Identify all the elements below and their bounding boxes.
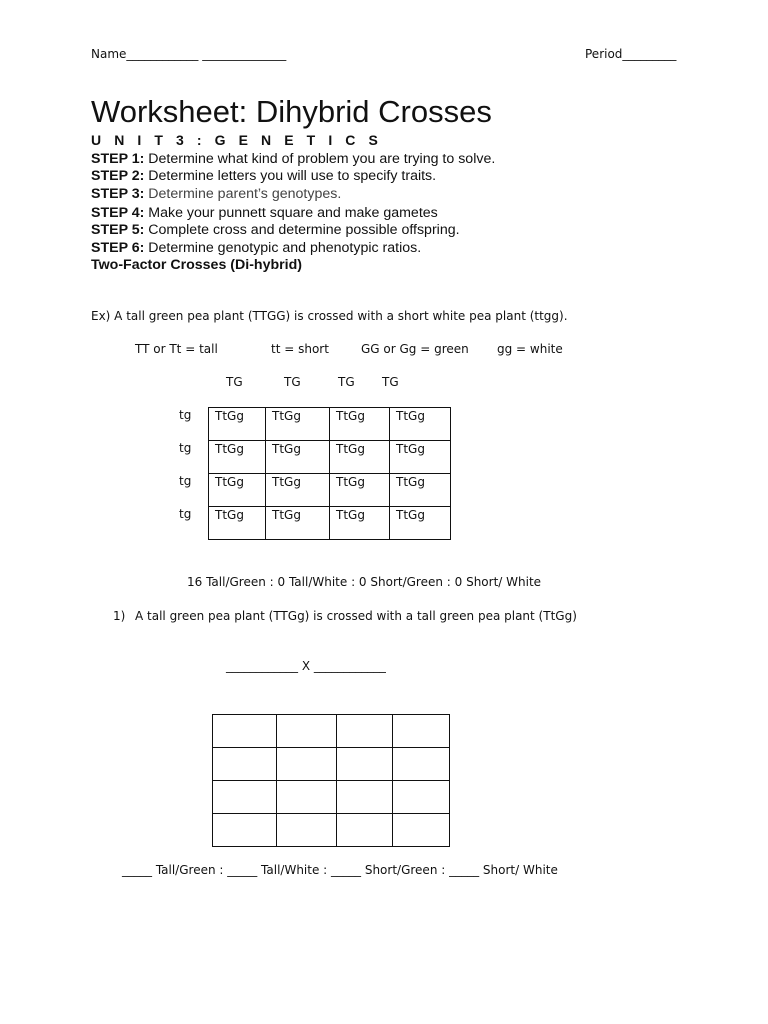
genotype: TtGg — [336, 409, 365, 423]
unit-heading: U N I T 3 : G E N E T I C S — [91, 132, 383, 148]
step-text: Complete cross and determine possible offspring. — [144, 222, 460, 238]
genotype: TtGg — [396, 442, 425, 456]
example-prompt: Ex) A tall green pea plant (TTGG) is crossed with a short white pea plant (ttgg). — [91, 309, 568, 323]
example-ratio: 16 Tall/Green : 0 Tall/White : 0 Short/Green : 0 Short/ White — [187, 575, 542, 589]
key-white: gg = white — [497, 342, 563, 356]
cross-blank: ____________ X ____________ — [226, 659, 386, 673]
punnett-cell — [390, 441, 451, 474]
punnett-cell — [266, 441, 330, 474]
section-heading: Two-Factor Crosses (Di-hybrid) — [91, 257, 302, 273]
empty-cell — [337, 781, 393, 814]
genotype: TtGg — [272, 508, 301, 522]
empty-cell — [337, 814, 393, 847]
name-field-label: Name____________ ______________ — [91, 47, 287, 61]
period-field-label: Period_________ — [585, 47, 677, 61]
genotype: TtGg — [215, 409, 244, 423]
punnett-cell — [209, 474, 266, 507]
empty-cell — [337, 715, 393, 748]
ratio-blank: _____ Tall/Green : _____ Tall/White : _____ Short/Green : _____ Short/ White — [122, 863, 558, 877]
key-tall: TT or Tt = tall — [135, 342, 218, 356]
empty-cell — [213, 715, 277, 748]
step-label: STEP 4: — [91, 205, 145, 221]
punnett-cell — [330, 408, 390, 441]
step-label: STEP 6: — [91, 240, 145, 256]
step-6 — [91, 240, 421, 256]
row-gamete: tg — [179, 474, 192, 488]
genotype: TtGg — [215, 508, 244, 522]
empty-cell — [277, 814, 337, 847]
empty-cell — [213, 814, 277, 847]
punnett-cell — [390, 507, 451, 540]
empty-cell — [213, 781, 277, 814]
step-text: Determine genotypic and phenotypic ratios. — [144, 240, 422, 256]
step-text: Determine letters you will use to specify traits. — [144, 168, 437, 184]
punnett-cell — [390, 474, 451, 507]
column-gamete: TG — [338, 375, 355, 389]
column-gamete: TG — [284, 375, 301, 389]
genotype: TtGg — [336, 442, 365, 456]
step-text: Determine parent’s genotypes. — [144, 186, 342, 202]
key-green: GG or Gg = green — [361, 342, 469, 356]
step-5 — [91, 222, 460, 238]
empty-cell — [277, 748, 337, 781]
punnett-cell — [330, 474, 390, 507]
column-gamete: TG — [382, 375, 399, 389]
genotype: TtGg — [396, 508, 425, 522]
punnett-cell — [266, 507, 330, 540]
step-text: Make your punnett square and make gametes — [144, 205, 438, 221]
row-gamete: tg — [179, 441, 192, 455]
step-label: STEP 1: — [91, 151, 145, 167]
empty-cell — [213, 748, 277, 781]
key-short: tt = short — [271, 342, 329, 356]
problem-punnett-square — [212, 714, 450, 847]
step-text: Determine what kind of problem you are trying to solve. — [144, 151, 496, 167]
empty-cell — [337, 748, 393, 781]
punnett-cell — [266, 474, 330, 507]
empty-cell — [393, 715, 450, 748]
genotype: TtGg — [336, 508, 365, 522]
step-label: STEP 2: — [91, 168, 145, 184]
genotype: TtGg — [396, 409, 425, 423]
step-label: STEP 3: — [91, 186, 145, 202]
genotype: TtGg — [272, 409, 301, 423]
punnett-cell — [209, 441, 266, 474]
genotype: TtGg — [215, 442, 244, 456]
step-2 — [91, 168, 436, 184]
genotype: TtGg — [272, 475, 301, 489]
genotype: TtGg — [396, 475, 425, 489]
example-punnett-square — [208, 407, 451, 540]
problem-number: 1) — [113, 609, 126, 623]
genotype: TtGg — [336, 475, 365, 489]
empty-cell — [393, 748, 450, 781]
step-3 — [91, 186, 341, 202]
problem-prompt: A tall green pea plant (TTGg) is crossed with a tall green pea plant (TtGg) — [135, 609, 577, 623]
empty-cell — [393, 814, 450, 847]
punnett-cell — [209, 507, 266, 540]
step-label: STEP 5: — [91, 222, 145, 238]
column-gamete: TG — [226, 375, 243, 389]
genotype: TtGg — [272, 442, 301, 456]
empty-cell — [277, 715, 337, 748]
punnett-cell — [390, 408, 451, 441]
worksheet-title: Worksheet: Dihybrid Crosses — [91, 94, 492, 129]
punnett-cell — [266, 408, 330, 441]
genotype: TtGg — [215, 475, 244, 489]
empty-cell — [393, 781, 450, 814]
punnett-cell — [330, 441, 390, 474]
step-1 — [91, 151, 495, 167]
punnett-cell — [330, 507, 390, 540]
punnett-cell — [209, 408, 266, 441]
row-gamete: tg — [179, 408, 192, 422]
row-gamete: tg — [179, 507, 192, 521]
empty-cell — [277, 781, 337, 814]
step-4 — [91, 205, 438, 221]
